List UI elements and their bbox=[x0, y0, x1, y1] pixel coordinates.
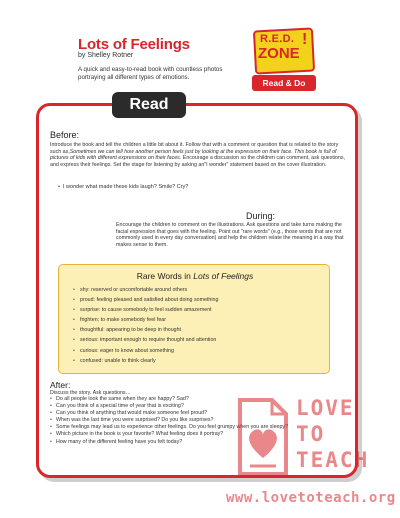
during-heading: During: bbox=[246, 211, 276, 221]
rare-words-title-prefix: Rare Words in bbox=[136, 271, 194, 281]
rare-word-item: • confused: unable to think clearly bbox=[73, 356, 218, 366]
rare-word-item: • shy: reserved or uncomfortable around others bbox=[73, 285, 218, 295]
read-section-tab: Read bbox=[112, 92, 186, 118]
red-zone-logo bbox=[252, 27, 318, 97]
after-question: • Can you think of a special time of year that is exciting? bbox=[50, 403, 288, 410]
before-text-2: Encourage a discussion so the children can comment, ask questions, and express their feelings. Set the stage for listening by asking an"I wonder" statement based on the cover illustration. bbox=[50, 155, 346, 168]
watermark-to: TO bbox=[296, 422, 326, 446]
rare-words-list bbox=[73, 285, 218, 366]
after-question: • When was the last time you were surprised? Do you like surprises? bbox=[50, 417, 288, 424]
rare-words-title-book: Lots of Feelings bbox=[193, 271, 254, 281]
before-bullet: • I wonder what made these kids laugh? Smile? Cry? bbox=[58, 184, 189, 190]
watermark-url: www.lovetoteach.org bbox=[226, 490, 396, 506]
logo-zone-text: ZONE bbox=[258, 45, 300, 62]
rare-word-item: • serious: important enough to require thought and attention bbox=[73, 335, 218, 345]
rare-word-item: • surprise: to cause somebody to feel sudden amazement bbox=[73, 305, 218, 315]
before-heading: Before: bbox=[50, 130, 80, 140]
love-to-teach-watermark bbox=[218, 386, 396, 516]
after-question: • Some feelings may lead us to experience other feelings. Do you feel grumpy when you are sleepy? bbox=[50, 424, 288, 431]
book-author: by Shelley Rotner bbox=[78, 52, 134, 59]
before-text-italic: Sometimes we can tell how another person feels just by looking at the expression on their face. This book is full of pictures of kids with different expressions on their faces. bbox=[50, 148, 337, 162]
book-title: Lots of Feelings bbox=[78, 36, 190, 53]
before-bullet-text: I wonder what made these kids laugh? Smile? Cry? bbox=[62, 184, 189, 190]
document-heart-icon bbox=[236, 396, 290, 478]
before-paragraph bbox=[50, 142, 346, 168]
logo-exclaim: ! bbox=[302, 31, 308, 48]
logo-read-do: Read & Do bbox=[252, 75, 316, 91]
after-question: • Can you think of anything that would make someone feel proud? bbox=[50, 410, 288, 417]
rare-word-item: • curious: eager to know about something bbox=[73, 346, 218, 356]
watermark-teach: TEACH bbox=[296, 448, 370, 472]
after-question: • Which picture in the book is your favorite? What feeling does it portray? bbox=[50, 431, 288, 438]
book-blurb: A quick and easy-to-read book with countless photos portraying all different types of emotions. bbox=[78, 66, 223, 81]
rare-words-title bbox=[59, 271, 331, 281]
watermark-love: LOVE bbox=[296, 396, 355, 420]
after-question: • Do all people look the same when they are happy? Sad? bbox=[50, 396, 288, 403]
after-question: • How many of the different feeling have you felt today? bbox=[50, 439, 288, 446]
after-intro: Discuss the story. Ask questions… bbox=[50, 390, 131, 396]
during-paragraph: Encourage the children to comment on the illustrations. Ask questions and take turns making the facial expression that goes with the feeling. Point out "rare words" (e.g., those words that are not commonly used in every day conversation) and help the children relate the meaning in a way that makes sense to them. bbox=[116, 222, 344, 248]
rare-word-item: • thoughtful: appearing to be deep in thought bbox=[73, 325, 218, 335]
logo-red-text: R.E.D. bbox=[260, 33, 295, 45]
rare-word-item: • frighten: to make somebody feel fear bbox=[73, 315, 218, 325]
rare-word-item: • proud: feeling pleased and satisfied about doing something bbox=[73, 295, 218, 305]
after-heading: After: bbox=[50, 380, 71, 390]
rare-words-box bbox=[58, 264, 330, 374]
before-text-1: Introduce the book and tell the children a little bit about it. Follow that with a comment or question that is related to the story such as, bbox=[50, 142, 339, 155]
